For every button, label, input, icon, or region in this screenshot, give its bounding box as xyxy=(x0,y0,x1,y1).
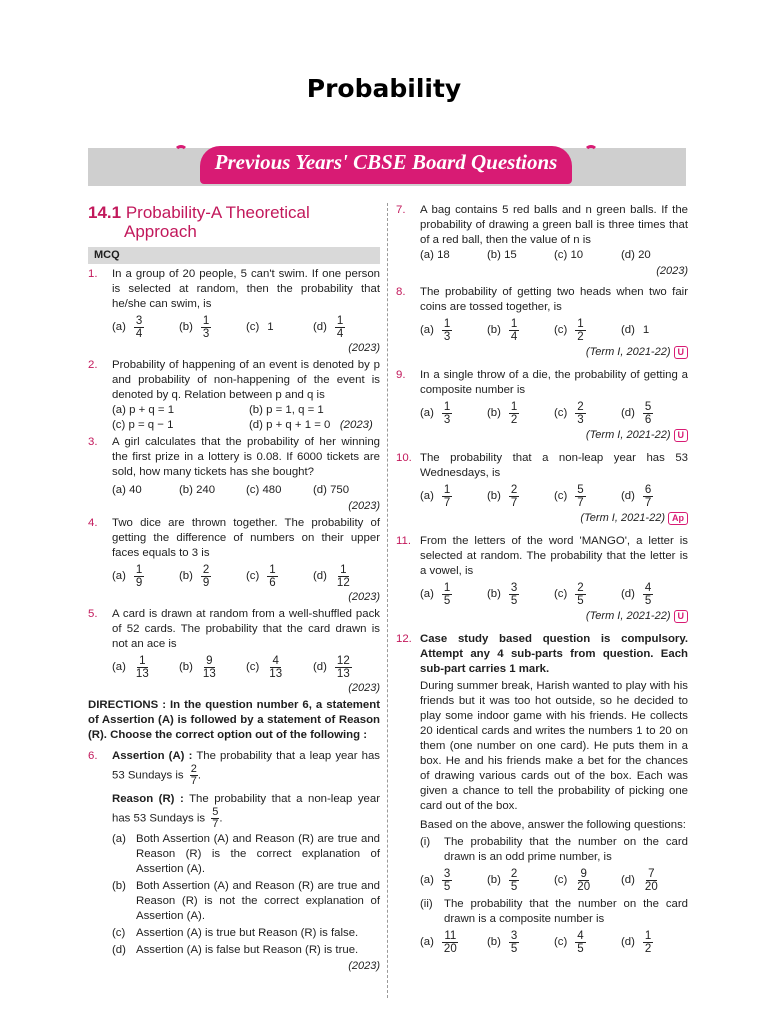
year-tag: (2023) xyxy=(348,500,380,512)
fraction: $\frac{2}{5}$ xyxy=(510,868,518,893)
option-b: (b) $\frac{1}{2}$ xyxy=(487,401,518,426)
option-c: (c) $\frac{9}{20}$ xyxy=(554,868,591,893)
option-a: (a) $\frac{1}{13}$ xyxy=(112,655,149,680)
question-5 xyxy=(88,607,380,652)
options-row xyxy=(112,315,380,340)
reason: Reason (R) : The probability that a non-leap year has 53 Sundays is $\frac{5}{7}$ . xyxy=(112,793,380,830)
question-text: Two dice are thrown together. The probability of getting the difference of numbers on their upper faces equals to 3 is xyxy=(112,517,380,559)
question-number: 9. xyxy=(396,369,406,381)
options-row xyxy=(420,248,688,263)
option-a: (a) $\frac{1}{3}$ xyxy=(420,401,451,426)
question-text: In a single throw of a die, the probability of getting a composite number is xyxy=(420,369,688,396)
option-b: (b) $\frac{3}{5}$ xyxy=(487,930,518,955)
options-row xyxy=(112,655,380,680)
options-row xyxy=(112,564,380,589)
year-tag: (2023) xyxy=(348,591,380,603)
option-b: (b) p = 1, q = 1 xyxy=(249,404,324,416)
question-text: In a group of 20 people, 5 can't swim. If one person is selected at random, then the probability that he/she can swim, is xyxy=(112,268,380,310)
option-b: (b) $\frac{2}{7}$ xyxy=(487,484,518,509)
option-a: (a) $\frac{1}{5}$ xyxy=(420,582,451,607)
options-row xyxy=(420,318,688,343)
option-b: (b) 240 xyxy=(179,484,216,496)
assertion-label: Assertion (A) : xyxy=(112,750,193,762)
fraction: $\frac{12}{13}$ xyxy=(336,655,350,680)
question-number: 2. xyxy=(88,359,98,371)
banner-curl-right xyxy=(584,145,598,159)
year-tag: (2023) xyxy=(656,265,688,277)
options-grid xyxy=(112,403,380,433)
question-text: From the letters of the word 'MANGO', a letter is selected at random. The probability that the letter is a vowel, is xyxy=(420,535,688,577)
term-tag: (Term I, 2021-22) U xyxy=(396,428,688,443)
fraction: $\frac{9}{20}$ xyxy=(577,868,591,893)
option-b: (b) $\frac{2}{9}$ xyxy=(179,564,210,589)
options-row xyxy=(420,582,688,607)
fraction: $\frac{1}{4}$ xyxy=(510,318,518,343)
understanding-badge-icon: U xyxy=(674,429,689,442)
question-number: 11. xyxy=(396,535,411,547)
option-c: (c) $\frac{5}{7}$ xyxy=(554,484,584,509)
option-c: (c) $\frac{4}{5}$ xyxy=(554,930,584,955)
question-text: The probability of getting two heads when two fair coins are tossed together, is xyxy=(420,286,688,313)
section-heading xyxy=(88,203,380,241)
option-d: (d) p + q + 1 = 0 (2023) xyxy=(249,419,373,431)
fraction: $\frac{9}{13}$ xyxy=(202,655,216,680)
right-column xyxy=(396,203,688,955)
left-column xyxy=(88,203,380,974)
question-intro: Case study based question is compulsory. Attempt any 4 sub-parts from question. Each sub-part carries 1 mark. xyxy=(420,633,688,675)
option-d: (d) Assertion (A) is false but Reason (R) is true. xyxy=(112,944,359,956)
option-a: (a) $\frac{1}{9}$ xyxy=(112,564,143,589)
question-11 xyxy=(396,534,688,579)
option-d: (d) 1 xyxy=(621,324,650,336)
option-b: (b) $\frac{3}{5}$ xyxy=(487,582,518,607)
question-4 xyxy=(88,516,380,561)
option-c: (c) $\frac{1}{6}$ xyxy=(246,564,276,589)
question-number: 4. xyxy=(88,517,98,529)
assertion-text: The probability that a leap year has 53 Sundays is xyxy=(112,750,380,782)
option-d: (d) $\frac{7}{20}$ xyxy=(621,868,658,893)
options-row xyxy=(420,868,688,893)
column-divider xyxy=(387,203,388,998)
question-text: A card is drawn at random from a well-shuffled pack of 52 cards. The probability that the card drawn is not an ace is xyxy=(112,608,380,650)
fraction: $\frac{3}{4}$ xyxy=(135,315,143,340)
question-text: A bag contains 5 red balls and n green balls. If the probability of drawing a green ball is three times that of a red ball, then the value of n is xyxy=(420,204,688,246)
option-d: (d) $\frac{1}{2}$ xyxy=(621,930,652,955)
sub-question-i: (i) The probability that the number on the card drawn is an odd prime number, is xyxy=(420,836,688,863)
page-title: Probability xyxy=(306,74,462,103)
year-tag: (2023) xyxy=(348,682,380,694)
option-b: (b) Both Assertion (A) and Reason (R) are true and Reason (R) is not the correct explanation of Assertion (A). xyxy=(112,880,380,922)
options-row xyxy=(420,484,688,509)
question-number: 3. xyxy=(88,436,98,448)
term-tag: (Term I, 2021-22) U xyxy=(396,609,688,624)
fraction: $\frac{1}{12}$ xyxy=(336,564,350,589)
fraction: $\frac{11}{20}$ xyxy=(443,930,457,955)
option-a: (a) $\frac{3}{5}$ xyxy=(420,868,451,893)
reason-label: Reason (R) : xyxy=(112,793,184,805)
fraction: $\frac{7}{20}$ xyxy=(644,868,658,893)
option-d: (d) $\frac{4}{5}$ xyxy=(621,582,652,607)
application-badge-icon: Ap xyxy=(668,512,688,525)
question-text: A girl calculates that the probability of her winning the first prize in a lottery is 0.08. If 6000 tickets are sold, how many tickets has she bought? xyxy=(112,436,380,478)
options-row xyxy=(420,401,688,426)
fraction: $\frac{2}{3}$ xyxy=(577,401,584,426)
fraction: $\frac{2}{7}$ xyxy=(510,484,518,509)
fraction: $\frac{2}{5}$ xyxy=(577,582,584,607)
banner-title: Previous Years' CBSE Board Questions xyxy=(214,150,558,174)
fraction: $\frac{1}{2}$ xyxy=(644,930,652,955)
fraction: $\frac{1}{4}$ xyxy=(336,315,344,340)
banner-curl-left xyxy=(174,145,188,159)
fraction: $\frac{5}{7}$ xyxy=(577,484,584,509)
options-row xyxy=(420,930,688,955)
term-tag: (Term I, 2021-22) U xyxy=(396,345,688,360)
option-a: (a) p + q = 1 xyxy=(112,404,175,416)
fraction: $\frac{1}{2}$ xyxy=(510,401,518,426)
fraction: $\frac{1}{5}$ xyxy=(443,582,451,607)
option-d: (d) $\frac{1}{4}$ xyxy=(313,315,344,340)
option-c: (c) p = q − 1 xyxy=(112,419,174,431)
option-a: (a) 40 xyxy=(112,484,142,496)
question-10 xyxy=(396,451,688,481)
fraction: $\frac{1}{7}$ xyxy=(443,484,451,509)
fraction: $\frac{4}{13}$ xyxy=(269,655,283,680)
question-text: Probability of happening of an event is denoted by p and probability of non-happening of the event is denoted by q. Relation between p and q is xyxy=(112,359,380,401)
question-number: 8. xyxy=(396,286,406,298)
option-a: (a) $\frac{1}{7}$ xyxy=(420,484,451,509)
fraction: $\frac{1}{9}$ xyxy=(135,564,143,589)
option-c: (c) $\frac{2}{3}$ xyxy=(554,401,584,426)
option-d: (d) $\frac{5}{6}$ xyxy=(621,401,652,426)
fraction: $\frac{4}{5}$ xyxy=(577,930,584,955)
section-title-line1: Probability-A Theoretical xyxy=(125,203,310,222)
option-d: (d) 750 xyxy=(313,484,350,496)
option-a: (a) Both Assertion (A) and Reason (R) are true and Reason (R) is the correct explanation of Assertion (A). xyxy=(112,833,380,875)
directions: DIRECTIONS : In the question number 6, a statement of Assertion (A) is followed by a statement of Reason (R). Choose the correct option out of the following : xyxy=(88,699,380,741)
option-a: (a) $\frac{3}{4}$ xyxy=(112,315,143,340)
fraction: $\frac{3}{5}$ xyxy=(510,582,518,607)
option-d: (d) $\frac{6}{7}$ xyxy=(621,484,652,509)
option-b: (b) $\frac{2}{5}$ xyxy=(487,868,518,893)
question-9 xyxy=(396,368,688,398)
section-title-line2: Approach xyxy=(124,222,197,241)
mcq-label: MCQ xyxy=(88,247,380,264)
year-tag: (2023) xyxy=(339,419,373,431)
fraction: $\frac{2}{7}$ xyxy=(190,763,197,787)
question-3 xyxy=(88,435,380,480)
option-a: (a) 18 xyxy=(420,249,450,261)
fraction: $\frac{1}{6}$ xyxy=(269,564,276,589)
option-d: (d) $\frac{1}{12}$ xyxy=(313,564,350,589)
fraction: $\frac{3}{5}$ xyxy=(443,868,451,893)
option-b: (b) 15 xyxy=(487,249,517,261)
option-c: (c) $\frac{4}{13}$ xyxy=(246,655,283,680)
option-b: (b) $\frac{1}{3}$ xyxy=(179,315,210,340)
year-tag: (2023) xyxy=(348,960,380,972)
question-7 xyxy=(396,203,688,248)
fraction: $\frac{1}{3}$ xyxy=(443,401,451,426)
question-8 xyxy=(396,285,688,315)
understanding-badge-icon: U xyxy=(674,346,689,359)
year-tag: (2023) xyxy=(348,342,380,354)
question-number: 5. xyxy=(88,608,98,620)
fraction: $\frac{5}{6}$ xyxy=(644,401,652,426)
question-number: 6. xyxy=(88,750,98,762)
question-number: 12. xyxy=(396,633,412,645)
fraction: $\frac{3}{5}$ xyxy=(510,930,518,955)
option-b: (b) $\frac{1}{4}$ xyxy=(487,318,518,343)
option-d: (d) $\frac{12}{13}$ xyxy=(313,655,350,680)
fraction: $\frac{5}{7}$ xyxy=(212,806,219,830)
fraction: $\frac{1}{13}$ xyxy=(135,655,149,680)
fraction: $\frac{6}{7}$ xyxy=(644,484,652,509)
fraction: $\frac{1}{2}$ xyxy=(577,318,584,343)
fraction: $\frac{4}{5}$ xyxy=(644,582,652,607)
based-on-text: Based on the above, answer the following questions: xyxy=(420,819,686,831)
option-d: (d) 20 xyxy=(621,249,651,261)
option-c: (c) $\frac{1}{2}$ xyxy=(554,318,584,343)
option-a: (a) $\frac{11}{20}$ xyxy=(420,930,457,955)
option-c: (c) $\frac{2}{5}$ xyxy=(554,582,584,607)
question-6 xyxy=(88,749,380,787)
options-row xyxy=(112,483,380,498)
option-c: (c) Assertion (A) is true but Reason (R) is false. xyxy=(112,927,359,939)
sub-question-ii: (ii) The probability that the number on the card drawn is a composite number is xyxy=(420,898,688,925)
option-c: (c) 480 xyxy=(246,484,282,496)
option-b: (b) $\frac{9}{13}$ xyxy=(179,655,216,680)
question-number: 7. xyxy=(396,204,406,216)
question-12 xyxy=(396,632,688,677)
term-tag: (Term I, 2021-22) Ap xyxy=(396,511,688,526)
fraction: $\frac{2}{9}$ xyxy=(202,564,210,589)
question-2 xyxy=(88,358,380,403)
option-c: (c) 10 xyxy=(554,249,584,261)
fraction: $\frac{1}{3}$ xyxy=(202,315,210,340)
section-number: 14.1 xyxy=(88,203,122,222)
question-1 xyxy=(88,267,380,312)
assertion: Assertion (A) : The probability that a leap year has 53 Sundays is $\frac{2}{7}$ . xyxy=(112,750,380,787)
reason-text: The probability that a non-leap year has 53 Sundays is xyxy=(112,793,380,825)
question-text: The probability that a non-leap year has 53 Wednesdays, is xyxy=(420,452,688,479)
understanding-badge-icon: U xyxy=(674,610,689,623)
option-c: (c) 1 xyxy=(246,321,274,333)
question-number: 10. xyxy=(396,452,412,464)
case-study-paragraph: During summer break, Harish wanted to play with his friends but it was too hot outside, so he decided to play some indoor game with his friends. He collects 20 identical cards and writes the numbers 1 to 20 on them (one number on one card). He puts them in a box. He and his friends make a bet for the chances of drawing various cards out of the box. Each was given a chance to tell the probability of picking one card out of the box. xyxy=(420,680,688,812)
fraction: $\frac{1}{3}$ xyxy=(443,318,451,343)
option-a: (a) $\frac{1}{3}$ xyxy=(420,318,451,343)
question-number: 1. xyxy=(88,268,98,280)
